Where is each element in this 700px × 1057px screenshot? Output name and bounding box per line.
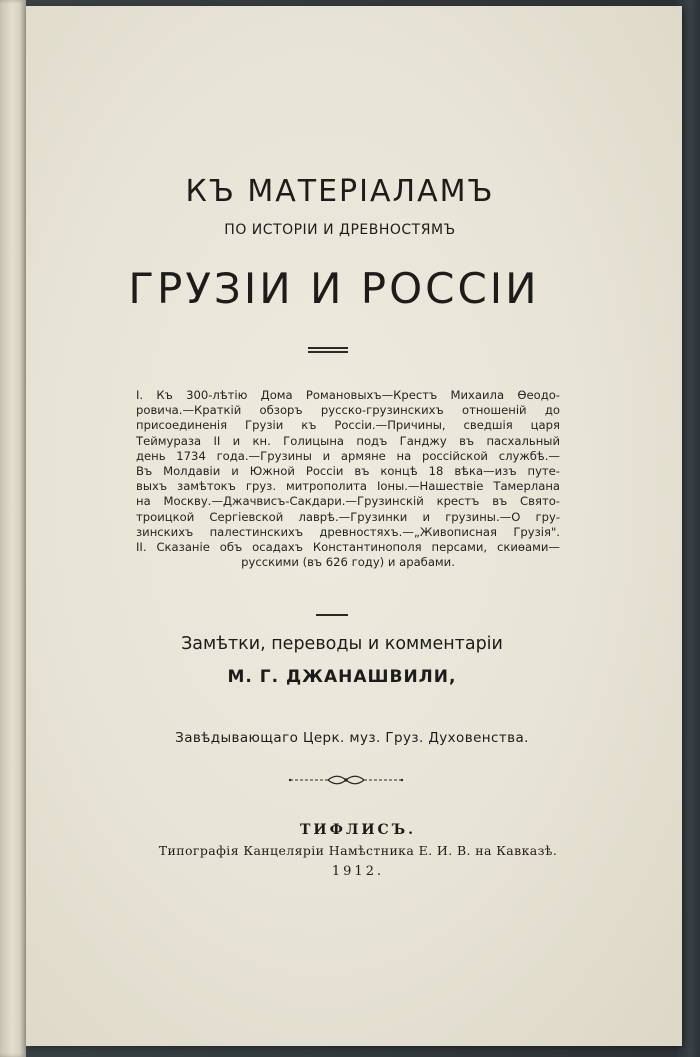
book-binding	[0, 0, 26, 1057]
imprint-year: 1912.	[331, 864, 385, 879]
contents-line: Теймураза II и кн. Голицына подъ Ганджу въ пасхальный	[136, 433, 560, 448]
author-position: Завѣдывающаго Церк. муз. Груз. Духовенства.	[175, 730, 529, 746]
contents-block	[136, 388, 560, 570]
title-page	[26, 6, 682, 1046]
imprint-printer: Типографія Канцеляріи Намѣстника Е. И. В. на Кавказѣ.	[158, 843, 558, 858]
contents-line: II. Сказаніе объ осадахъ Константинополя персами, скиѳами—	[136, 540, 560, 555]
contents-line: ровича.—Краткій обзоръ русско-грузинскихъ отношеній до	[136, 403, 560, 418]
imprint-city: ТИФЛИСЪ.	[300, 822, 416, 838]
contents-line: Въ Молдавіи и Южной Россіи въ концѣ 18 вѣка—изъ путе-	[136, 464, 560, 479]
contents-line: троицкой Сергіевской лаврѣ.—Грузинки и грузины.—О гру-	[136, 509, 560, 524]
notes-line: Замѣтки, переводы и комментаріи	[181, 634, 503, 654]
title-ornament	[308, 347, 348, 353]
title-line-3: ГРУЗІИ И РОССІИ	[128, 264, 540, 313]
contents-line: зинскихъ палестинскихъ древностяхъ.—„Живописная Грузія".	[136, 524, 560, 539]
contents-line: присоединенія Грузіи къ Россіи.—Причины, сведшія царя	[136, 418, 560, 433]
section-divider	[316, 614, 348, 616]
contents-line: день 1734 года.—Грузины и армяне на россійской службѣ.—	[136, 448, 560, 463]
author-name: М. Г. ДЖАНАШВИЛИ,	[227, 667, 457, 687]
contents-line: I. Къ 300-лѣтію Дома Романовыхъ—Крестъ Михаила Ѳеодо-	[136, 388, 560, 402]
contents-line: выхъ замѣтокъ груз. митрополита Іоны.—Нашествіе Тамерлана	[136, 479, 560, 494]
decorative-ornament	[288, 774, 404, 786]
contents-line: на Москву.—Джачвисъ-Сакдари.—Грузинскій крестъ въ Свято-	[136, 494, 560, 509]
title-line-1: КЪ МАТЕРІАЛАМЪ	[185, 174, 495, 209]
contents-line: русскими (въ 626 году) и арабами.	[241, 555, 455, 570]
title-line-2: ПО ИСТОРІИ И ДРЕВНОСТЯМЪ	[224, 222, 456, 238]
